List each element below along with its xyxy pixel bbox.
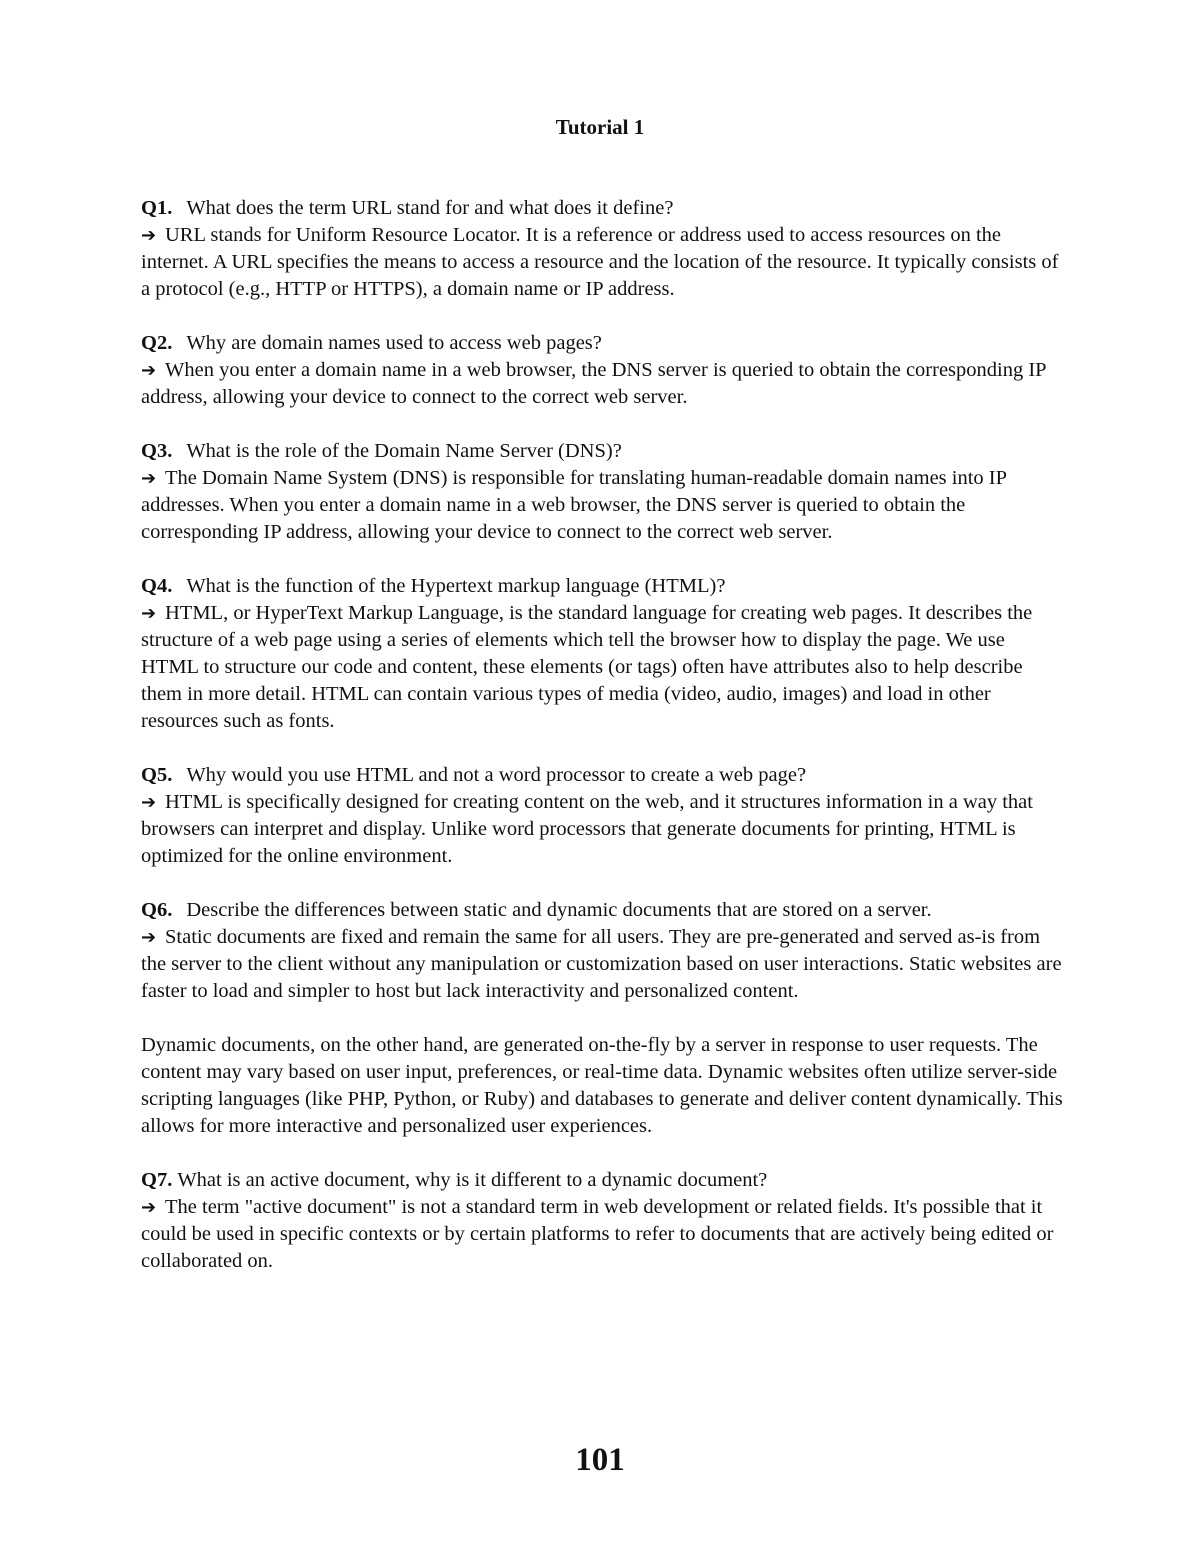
question-line <box>141 195 1066 222</box>
question-text: What is an active document, why is it different to a dynamic document? <box>177 1169 768 1191</box>
question-text: What is the role of the Domain Name Server (DNS)? <box>186 440 622 462</box>
question-text: Describe the differences between static and dynamic documents that are stored on a server. <box>186 899 932 921</box>
question-number: Q2. <box>141 332 173 354</box>
page-title: Tutorial 1 <box>555 115 645 139</box>
answer-text: The term "active document" is not a standard term in web development or related fields. It's possible that it could be used in specific contexts or by certain platforms to refer to documents that are actively being edited or collaborated on. <box>141 1196 1054 1272</box>
question-number: Q1. <box>141 197 173 219</box>
answer-line <box>141 789 1066 870</box>
qa-item-7 <box>141 1167 1066 1275</box>
question-text: What does the term URL stand for and what does it define? <box>186 197 674 219</box>
question-line <box>141 573 1066 600</box>
question-number: Q3. <box>141 440 173 462</box>
question-number: Q4. <box>141 575 173 597</box>
answer-text: HTML is specifically designed for creating content on the web, and it structures information in a way that browsers can interpret and display. Unlike word processors that generate documents for printing, HTML is optimized for the online environment. <box>141 791 1033 867</box>
qa-item-3 <box>141 438 1066 546</box>
qa-item-2 <box>141 330 1066 411</box>
answer-line <box>141 924 1066 1005</box>
page-number: 101 <box>575 1442 625 1478</box>
question-line <box>141 438 1066 465</box>
qa-content <box>141 195 1066 1302</box>
arrow-right-icon: ➔ <box>141 603 157 624</box>
answer-text: HTML, or HyperText Markup Language, is the standard language for creating web pages. It describes the structure of a web page using a series of elements which tell the browser how to display the page. We use HTML to structure our code and content, these elements (or tags) often have attributes also to help describe them in more detail. HTML can contain various types of media (video, audio, images) and load in other resources such as fonts. <box>141 602 1033 732</box>
answer-text: The Domain Name System (DNS) is responsible for translating human-readable domain names into IP addresses. When you enter a domain name in a web browser, the DNS server is queried to obtain the corresponding IP address, allowing your device to connect to the correct web server. <box>141 467 1007 543</box>
qa-item-1 <box>141 195 1066 303</box>
arrow-right-icon: ➔ <box>141 1197 157 1218</box>
question-number: Q6. <box>141 899 173 921</box>
question-line <box>141 330 1066 357</box>
qa-item-6-continuation <box>141 1032 1066 1140</box>
arrow-right-icon: ➔ <box>141 927 157 948</box>
question-line <box>141 1167 1066 1194</box>
arrow-right-icon: ➔ <box>141 468 157 489</box>
qa-item-6 <box>141 897 1066 1005</box>
question-line <box>141 897 1066 924</box>
answer-line <box>141 600 1066 735</box>
question-text: What is the function of the Hypertext markup language (HTML)? <box>186 575 726 597</box>
arrow-right-icon: ➔ <box>141 360 157 381</box>
arrow-right-icon: ➔ <box>141 225 157 246</box>
question-line <box>141 762 1066 789</box>
answer-line <box>141 357 1066 411</box>
answer-line <box>141 222 1066 303</box>
arrow-right-icon: ➔ <box>141 792 157 813</box>
qa-item-4 <box>141 573 1066 735</box>
answer-paragraph: Dynamic documents, on the other hand, are generated on-the-fly by a server in response to user requests. The content may vary based on user input, preferences, or real-time data. Dynamic websites often utilize server-side scripting languages (like PHP, Python, or Ruby) and databases to generate and deliver content dynamically. This allows for more interactive and personalized user experiences. <box>141 1034 1063 1137</box>
answer-text: Static documents are fixed and remain the same for all users. They are pre-generated and served as-is from the server to the client without any manipulation or customization based on user interactions. Static websites are faster to load and simpler to host but lack interactivity and personalized content. <box>141 926 1062 1002</box>
question-text: Why are domain names used to access web pages? <box>186 332 602 354</box>
answer-text: When you enter a domain name in a web browser, the DNS server is queried to obtain the corresponding IP address, allowing your device to connect to the correct web server. <box>141 359 1046 408</box>
question-number: Q5. <box>141 764 173 786</box>
question-number: Q7. <box>141 1169 173 1191</box>
answer-line <box>141 465 1066 546</box>
question-text: Why would you use HTML and not a word processor to create a web page? <box>186 764 807 786</box>
answer-text: URL stands for Uniform Resource Locator. It is a reference or address used to access resources on the internet. A URL specifies the means to access a resource and the location of the resource. It typically consists of a protocol (e.g., HTTP or HTTPS), a domain name or IP address. <box>141 224 1059 300</box>
answer-line <box>141 1194 1066 1275</box>
qa-item-5 <box>141 762 1066 870</box>
